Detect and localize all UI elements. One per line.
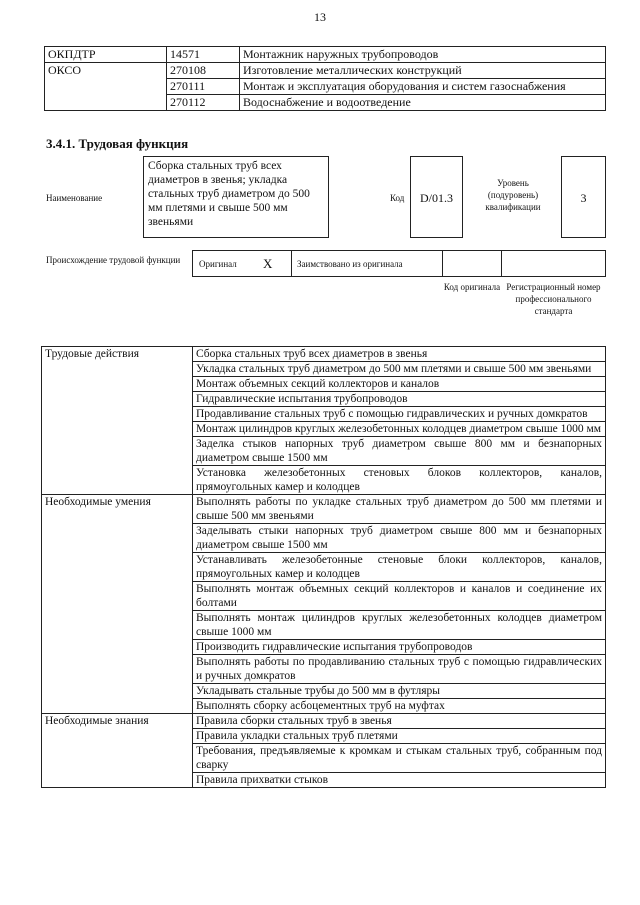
code-original-caption: Код оригинала [443, 282, 501, 292]
table-cell: Правила сборки стальных труб в звенья [193, 714, 606, 729]
classifier-name: ОКПДТР [45, 47, 167, 63]
classifier-code: 270111 [167, 79, 240, 95]
table-row [45, 63, 606, 79]
classifier-title: Изготовление металлических конструкций [240, 63, 606, 79]
table-cell: Заделывать стыки напорных труб диаметром свыше 800 мм и безнапорных диаметром свыше 1500 мм [193, 524, 606, 553]
table-cell: Устанавливать железобетонные стеновые блоки коллекторов, каналов, прямоугольных камер и колодцев [193, 553, 606, 582]
borrowed-label: Заимствовано из оригинала [297, 259, 403, 269]
function-code: D/01.3 [410, 156, 463, 238]
classifier-title: Водоснабжение и водоотведение [240, 95, 606, 111]
classifier-code: 270108 [167, 63, 240, 79]
reg-number-caption: Регистрационный номер профессионального стандарта [506, 282, 601, 316]
name-label: Наименование [46, 193, 103, 203]
table-cell: Выполнять работы по укладке стальных труб диаметром до 500 мм плетями и свыше 500 мм звеньями [193, 495, 606, 524]
table-cell: Правила укладки стальных труб плетями [193, 729, 606, 744]
original-mark: X [263, 256, 273, 271]
section-heading: Необходимые умения [42, 495, 193, 714]
table-cell: Укладка стальных труб диаметром до 500 мм плетями и свыше 500 мм звеньями [193, 362, 606, 377]
table-row [42, 495, 606, 524]
classifier-code: 14571 [167, 47, 240, 63]
table-cell: Выполнять работы по продавливанию стальных труб с помощью гидравлических и ручных домкратов [193, 655, 606, 684]
table-cell: Установка железобетонных стеновых блоков коллекторов, каналов, прямоугольных камер и колодцев [193, 466, 606, 495]
origin-borrowed-cell [291, 250, 443, 277]
original-label: Оригинал [199, 259, 237, 269]
classifier-code: 270112 [167, 95, 240, 111]
classifier-title: Монтажник наружных трубопроводов [240, 47, 606, 63]
level-value: 3 [561, 156, 606, 238]
origin-label: Происхождение трудовой функции [46, 255, 181, 265]
table-row [42, 347, 606, 362]
table-row [42, 714, 606, 729]
page-number: 13 [314, 10, 326, 24]
table-cell: Выполнять монтаж цилиндров круглых железобетонных колодцев диаметром свыше 1000 мм [193, 611, 606, 640]
table-cell: Укладывать стальные трубы до 500 мм в футляры [193, 684, 606, 699]
section-heading: Необходимые знания [42, 714, 193, 788]
requirements-table [41, 346, 606, 788]
level-label: Уровень (подуровень) квалификации [485, 178, 541, 212]
table-row [45, 47, 606, 63]
table-cell: Выполнять сборку асбоцементных труб на муфтах [193, 699, 606, 714]
function-name: Сборка стальных труб всех диаметров в звенья; укладка стальных труб диаметром до 500 мм плетями и свыше 500 мм звеньями [143, 156, 329, 238]
table-cell: Заделка стыков напорных труб диаметром свыше 800 мм и безнапорных диаметром свыше 1500 мм [193, 437, 606, 466]
section-heading: Трудовые действия [42, 347, 193, 495]
table-cell: Продавливание стальных труб с помощью гидравлических и ручных домкратов [193, 407, 606, 422]
classifier-title: Монтаж и эксплуатация оборудования и систем газоснабжения [240, 79, 606, 95]
table-cell: Выполнять монтаж объемных секций коллекторов и каналов и соединение их болтами [193, 582, 606, 611]
table-cell: Требования, предъявляемые к кромкам и стыкам стальных труб, собранным под сварку [193, 744, 606, 773]
table-cell: Сборка стальных труб всех диаметров в звенья [193, 347, 606, 362]
origin-code-cell [442, 250, 502, 277]
table-cell: Гидравлические испытания трубопроводов [193, 392, 606, 407]
section-title: 3.4.1. Трудовая функция [46, 136, 189, 151]
table-cell: Производить гидравлические испытания трубопроводов [193, 640, 606, 655]
code-label: Код [390, 193, 405, 203]
classifier-table [44, 46, 606, 111]
origin-original-cell [192, 250, 292, 277]
classifier-name: ОКСО [45, 63, 167, 111]
table-cell: Монтаж цилиндров круглых железобетонных колодцев диаметром свыше 1000 мм [193, 422, 606, 437]
table-cell: Монтаж объемных секций коллекторов и каналов [193, 377, 606, 392]
table-cell: Правила прихватки стыков [193, 773, 606, 788]
origin-reg-cell [501, 250, 606, 277]
